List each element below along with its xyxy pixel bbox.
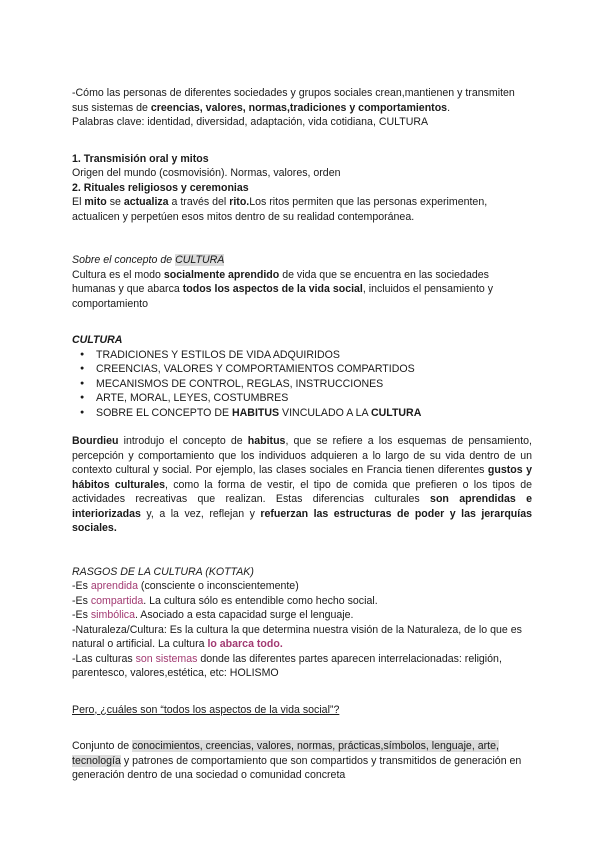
list-item: ● MECANISMOS DE CONTROL, REGLAS, INSTRUCCIONES [90,377,532,392]
actualiza-bold: actualiza [123,196,169,208]
rasgo-text: (consciente o inconscientemente) [137,580,299,592]
cultura-bold: CULTURA [370,406,422,419]
simbolica-highlight: simbólica [90,609,135,621]
mito-text-g: Los ritos permiten que las personas experimenten, actualicen y perpetúen esos mitos dentro de su realidad contemporánea. [72,196,488,223]
cultura-list [72,348,532,421]
mito-bold: mito [84,196,107,208]
list-item: ● TRADICIONES Y ESTILOS DE VIDA ADQUIRIDOS [90,348,532,363]
intro-end: . [447,101,451,114]
concept-text-c: de vida que se encuentra en las sociedades humanas y que abarca [72,268,489,295]
list-item: ● ARTE, MORAL, LEYES, COSTUMBRES [90,391,532,406]
habitus-text-c: VINCULADO A LA [279,406,371,419]
rasgo-prefix: -Es [72,580,91,592]
aprendida-highlight: aprendida [90,580,138,592]
bourdieu-text-d: , que se refiere a los esquemas de pensamiento, percepción y comportamiento que los individuos adquieren a lo largo de su vida dentro de un contexto cultural y social. Por ejemplo, las clases sociales en Francia tienen diferentes [72,435,532,476]
concept-paragraph [72,268,532,312]
concept-text-a: Cultura es el modo [72,268,164,281]
heading-rituales: 2. Rituales religiosos y ceremonias [72,181,249,194]
concept-bold-b: socialmente aprendido [163,268,280,281]
rasgo-text: donde las diferentes partes aparecen interrelacionadas: religión, parentesco, valores,estética, etc: HOLISMO [72,652,502,679]
intro-bold: creencias, valores, normas,tradiciones y comportamientos [150,101,448,114]
bourdieu-text-b: introdujo el concepto de [118,435,248,447]
mito-text-a: El [72,196,85,208]
answer-text-c: y patrones de comportamiento que son compartidos y transmitidos de generación en generación dentro de una sociedad o comunidad concreta [72,754,522,781]
heading-transmision: 1. Transmisión oral y mitos [72,152,209,165]
mito-text-c: se [106,196,124,208]
origen-line: Origen del mundo (cosmovisión). Normas, valores, orden [72,167,341,179]
rasgos-title: RASGOS DE LA CULTURA (KOTTAK) [72,565,254,578]
rasgo-prefix: -Es [72,594,91,607]
mito-paragraph [72,195,532,224]
bourdieu-paragraph [72,434,532,536]
rasgo-sistemas [72,652,532,681]
rasgo-prefix: -Es [72,609,91,621]
rito-bold: rito. [229,196,250,208]
concept-title [72,253,532,268]
rasgo-prefix: -Las culturas [72,652,136,665]
concept-title-highlight: CULTURA [175,254,225,266]
sistemas-highlight: son sistemas [135,652,198,665]
rasgo-text: -Naturaleza/Cultura: Es la cultura la que determina nuestra visión de la Naturaleza, de lo que es natural o artificial. La cultura [72,623,522,650]
gustos-bold: gustos y hábitos culturales [72,464,533,491]
refuerzan-bold: refuerzan las estructuras de poder y las jerarquías sociales. [72,507,532,534]
abarca-highlight: lo abarca todo. [207,638,283,650]
compartida-highlight: compartida [90,594,144,607]
keywords-line: Palabras clave: identidad, diversidad, adaptación, vida cotidiana, CULTURA [72,116,429,128]
habitus-term: habitus [247,435,286,447]
rasgo-text: . Asociado a esta capacidad surge el lenguaje. [135,609,354,621]
cultura-heading: CULTURA [72,334,123,346]
bourdieu-bold: Bourdieu [72,435,119,447]
aprendidas-bold: son aprendidas e interiorizadas [72,493,532,520]
answer-highlight: conocimientos, creencias, valores, normas, prácticas,símbolos, lenguaje, arte, tecnología [72,740,499,767]
answer-text-a: Conjunto de [72,740,133,752]
rasgo-compartida [72,594,532,609]
rasgo-text: . La cultura sólo es entendible como hecho social. [143,594,378,607]
list-item-habitus [90,406,532,421]
answer-paragraph [72,739,532,783]
document-page [72,86,532,783]
rasgo-simbolica [72,608,532,623]
rasgo-naturaleza [72,623,532,652]
rasgo-aprendida [72,579,532,594]
mito-text-e: a través del [168,196,230,208]
habitus-text-a: SOBRE EL CONCEPTO DE [96,406,232,419]
list-item: ● CREENCIAS, VALORES Y COMPORTAMIENTOS COMPARTIDOS [90,362,532,377]
habitus-bold: HABITUS [232,406,280,419]
concept-title-text: Sobre el concepto de [72,254,176,266]
question-line: Pero, ¿cuáles son “todos los aspectos de la vida social”? [72,703,340,716]
bourdieu-text-f: , como la forma de vestir, el tipo de comida que prefieren o los tipos de actividades recreativas que realizan. Estas diferencias culturales [72,478,532,505]
concept-bold-d: todos los aspectos de la vida social [182,283,363,295]
concept-text-e: , incluidos el pensamiento y comportamiento [72,283,494,310]
intro-paragraph [72,86,532,115]
intro-text: -Cómo las personas de diferentes sociedades y grupos sociales crean,mantienen y transmiten sus sistemas de [72,87,515,114]
bourdieu-text-h: y, a la vez, reflejan y [140,507,261,520]
